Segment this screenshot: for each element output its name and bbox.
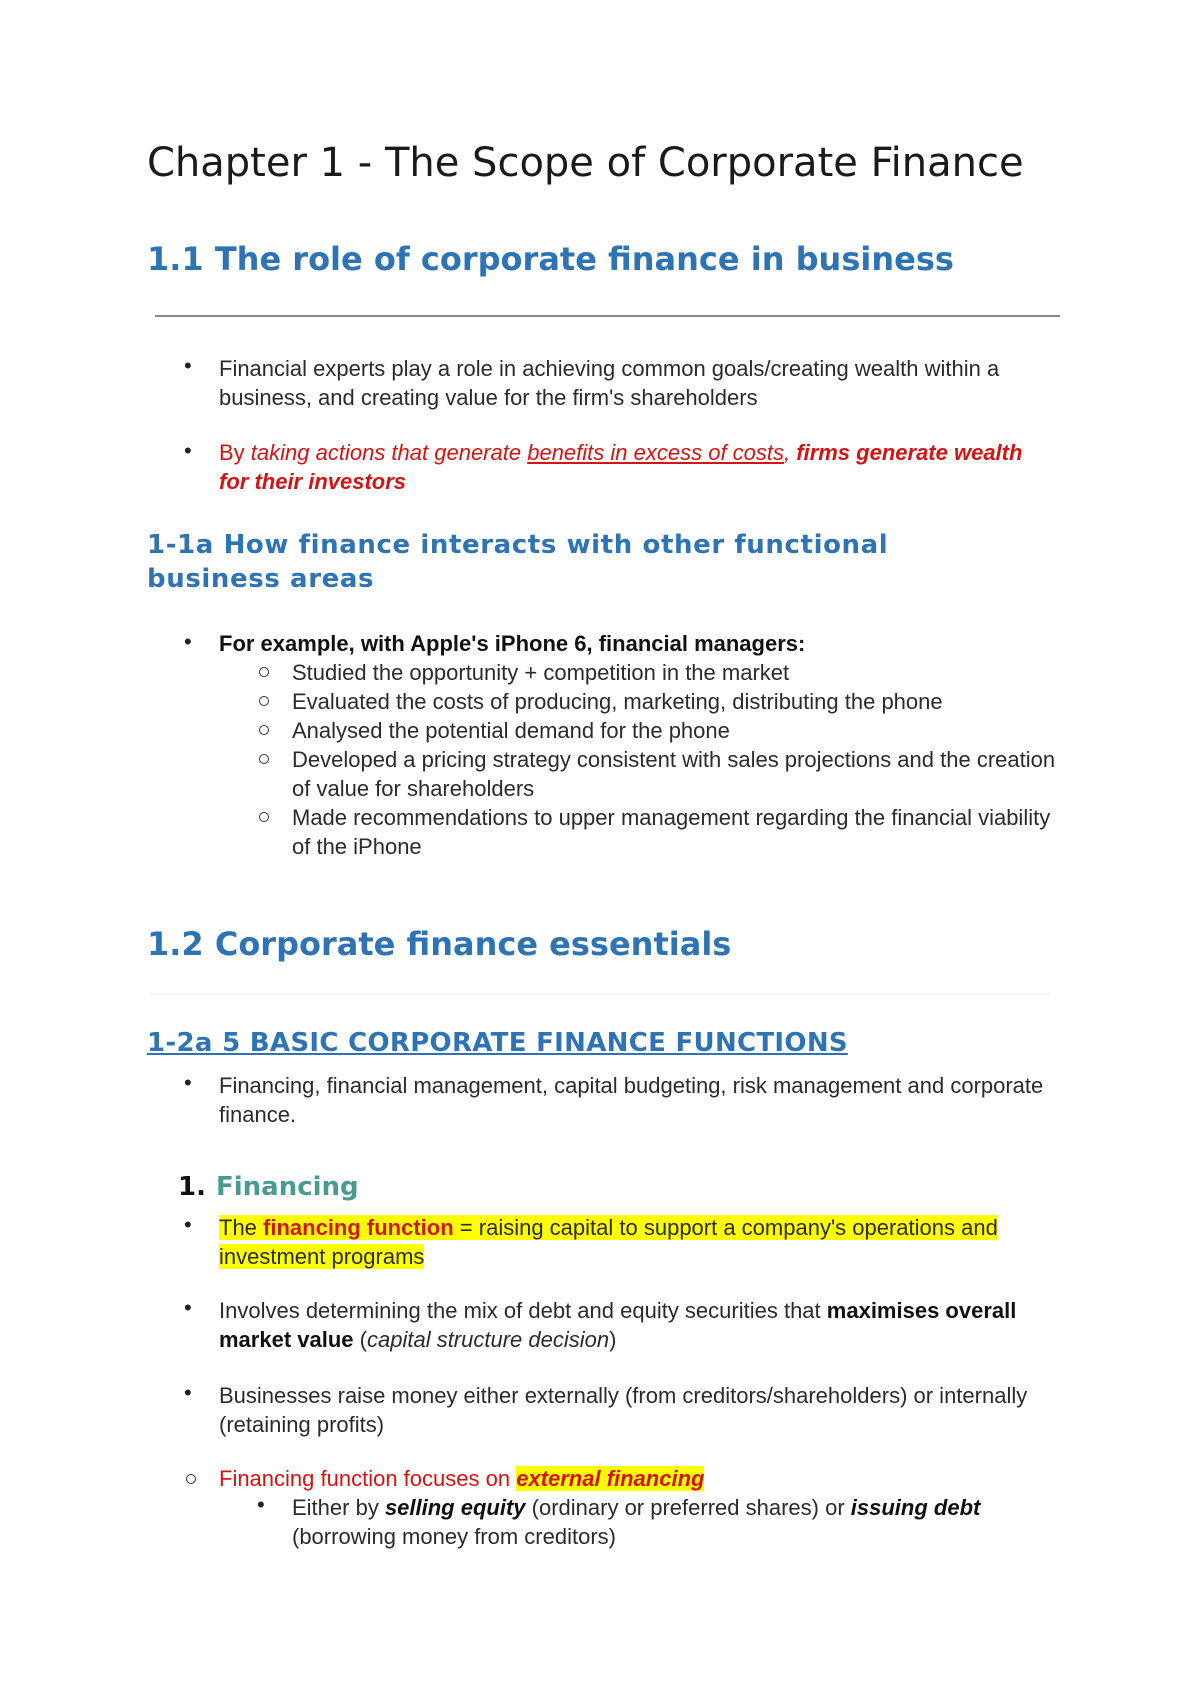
bullet-text: Financial experts play a role in achieving common goals/creating wealth within a business, and creating value for the firm's shareholders [219,356,1000,410]
text-run: ( [353,1327,367,1352]
text-run: (ordinary or preferred shares) or [525,1495,851,1520]
text-run-highlight-bold: financing function [263,1215,454,1240]
bullet-dot-icon: • [184,1212,192,1237]
circle-bullet-icon [259,725,269,735]
text-run-highlight: = raising capital to support a company's operations and investment programs [219,1215,998,1269]
text-run-bold-italic: selling equity [384,1495,526,1520]
circle-bullet-icon [259,812,269,822]
bullet-dot-icon: • [184,353,192,378]
heading-1-2a: 1-2a 5 BASIC CORPORATE FINANCE FUNCTIONS [147,1028,848,1058]
divider [155,315,1060,317]
text-run-highlight: The [219,1215,264,1240]
circle-bullet-icon [259,696,269,706]
circle-bullet-icon [259,754,269,764]
financing-title: Financing [215,1172,359,1202]
sub-item: Made recommendations to upper management regarding the financial viability of the iPhone [292,805,1051,859]
text-run-bold-italic: firms generate wealth for their investors [219,440,1023,494]
text-run-bold-italic: issuing debt [850,1495,981,1520]
text-run-italic: capital structure decision [366,1327,610,1352]
text-run: Involves determining the mix of debt and equity securities that [219,1298,827,1323]
text-run-bold: maximises overall market value [219,1298,1017,1352]
financing-heading [178,1172,359,1202]
bullet-dot-icon: • [257,1492,265,1517]
bullet-text: Financing, financial management, capital budgeting, risk management and corporate finance. [219,1073,1044,1127]
heading-1-1: 1.1 The role of corporate finance in business [147,240,954,278]
text-run-highlight-bold-italic: external financing [516,1466,705,1491]
text-run: By [219,440,251,465]
bullet-dot-icon: • [184,1380,192,1405]
sub-sub-item [292,1493,1072,1551]
bullet-lead: For example, with Apple's iPhone 6, financial managers: [219,631,806,656]
bullet-text [219,1296,1049,1354]
bullet-dot-icon: • [184,438,192,463]
sub-item-red [219,1464,704,1493]
sub-item: Studied the opportunity + competition in the market [292,660,790,685]
sub-item: Analysed the potential demand for the phone [292,718,730,743]
bullet-dot-icon: • [184,1295,192,1320]
list-number: 1. [178,1172,206,1202]
circle-bullet-icon [186,1474,196,1484]
divider [150,994,1050,995]
page-title: Chapter 1 - The Scope of Corporate Finance [147,140,1024,186]
bullet-dot-icon: • [184,1070,192,1095]
text-run: Financing function focuses on [219,1466,517,1491]
text-run: (borrowing money from creditors) [292,1524,616,1549]
heading-1-2: 1.2 Corporate finance essentials [147,925,732,963]
sub-item: Developed a pricing strategy consistent with sales projections and the creation of value for shareholders [292,747,1056,801]
bullet-text-red [219,438,1049,496]
text-run: , [784,440,797,465]
circle-bullet-icon [259,667,269,677]
text-run: ) [609,1327,617,1352]
bullet-text: Businesses raise money either externally (from creditors/shareholders) or internally (retaining profits) [219,1383,1028,1437]
bullet-text-highlighted [219,1213,1049,1271]
sub-item: Evaluated the costs of producing, marketing, distributing the phone [292,689,943,714]
heading-1-1a: 1-1a How finance interacts with other functional business areas [147,530,889,594]
bullet-dot-icon: • [184,629,192,654]
text-run-underline: benefits in excess of costs [527,440,785,465]
text-run-italic: taking actions that generate [250,440,528,465]
text-run: Either by [292,1495,385,1520]
